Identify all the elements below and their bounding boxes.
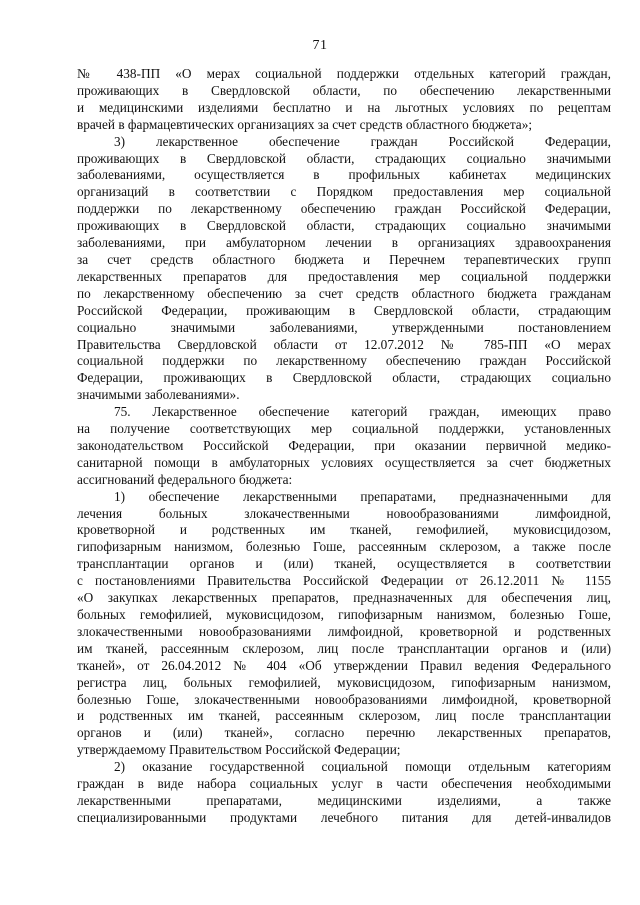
text-line: лечения больных злокачественными новообразованиями лимфоидной,: [77, 505, 611, 521]
text-line: поддержки по лекарственному обеспечению граждан Российской Федерации,: [77, 201, 611, 217]
text-line: Правительства Свердловской области от 12.07.2012 № 785-ПП «О мерах: [77, 336, 611, 352]
text-line: проживающих в Свердловской области, по обеспечению лекарственными: [77, 82, 611, 98]
text-line: по лекарственному обеспечению за счет средств областного бюджета гражданам: [77, 285, 611, 301]
text-line: и родственных им тканей, рассеянным склерозом, лиц после трансплантации: [77, 708, 611, 724]
text-line: значимыми заболеваниями».: [77, 387, 240, 403]
text-line: утверждаемому Правительством Российской Федерации;: [77, 742, 401, 758]
text-line: заболеваниями, осуществляется в профильных кабинетах медицинских: [77, 167, 611, 183]
text-line: органов и (или) тканей», согласно перечню лекарственных препаратов,: [77, 725, 611, 741]
text-line: социальной поддержки по лекарственному обеспечению граждан Российской: [77, 353, 611, 369]
text-line: санитарной помощи в амбулаторных условиях осуществляется за счет бюджетных: [77, 454, 611, 470]
text-line: Федерации, проживающих в Свердловской области, страдающих социально: [77, 370, 611, 386]
text-line: злокачественными новообразованиями лимфоидной, кроветворной и родственных: [77, 623, 611, 639]
text-line: за счет средств областного бюджета и Перечнем терапевтических групп: [77, 251, 611, 267]
text-line: Российской Федерации, проживающим в Свердловской области, страдающим: [77, 302, 611, 318]
paragraph-first-line: 75. Лекарственное обеспечение категорий граждан, имеющих право: [114, 404, 611, 420]
text-line: гипофизарным нанизмом, болезнью Гоше, рассеянным склерозом, а также после: [77, 539, 611, 555]
text-line: проживающих в Свердловской области, страдающих социально значимыми: [77, 218, 611, 234]
paragraph-first-line: 2) оказание государственной социальной помощи отдельным категориям: [114, 759, 611, 775]
document-body: [77, 66, 611, 827]
text-line: с постановлениями Правительства Российской Федерации от 26.12.2011 № 1155: [77, 573, 611, 589]
text-line: регистра лиц, больных гемофилией, муковисцидозом, гипофизарным нанизмом,: [77, 674, 611, 690]
text-line: специализированными продуктами лечебного питания для детей-инвалидов: [77, 809, 611, 825]
text-line: ассигнований федерального бюджета:: [77, 471, 293, 487]
text-line: им тканей, рассеянным склерозом, лиц после трансплантации органов и (или): [77, 640, 611, 656]
page-number: 71: [312, 38, 328, 53]
text-line: граждан в виде набора социальных услуг в части обеспечения необходимыми: [77, 776, 611, 792]
text-line: и медицинскими изделиями бесплатно и на льготных условиях по рецептам: [77, 99, 611, 115]
text-line: проживающих в Свердловской области, страдающих социально значимыми: [77, 150, 611, 166]
text-line: организаций в соответствии с Порядком предоставления мер социальной: [77, 184, 611, 200]
text-line: тканей», от 26.04.2012 № 404 «Об утверждении Правил ведения Федерального: [77, 657, 611, 673]
text-line: кроветворной и родственных им тканей, гемофилией, муковисцидозом,: [77, 522, 611, 538]
text-line: № 438-ПП «О мерах социальной поддержки отдельных категорий граждан,: [77, 66, 611, 81]
text-line: законодательством Российской Федерации, при оказании первичной медико-: [77, 437, 611, 453]
text-line: социально значимыми заболеваниями, утвержденными постановлением: [77, 319, 611, 335]
text-line: болезнью Гоше, злокачественными новообразованиями лимфоидной, кроветворной: [77, 691, 611, 707]
text-line: лекарственными препаратами, медицинскими изделиями, а также: [77, 792, 611, 808]
text-line: больных гемофилией, муковисцидозом, гипофизарным нанизмом, болезнью Гоше,: [77, 607, 611, 622]
text-line: заболеваниями, при амбулаторном лечении в организациях здравоохранения: [77, 235, 611, 251]
paragraph-first-line: 1) обеспечение лекарственными препаратами, предназначенными для: [114, 488, 611, 504]
paragraph-first-line: 3) лекарственное обеспечение граждан Российской Федерации,: [114, 133, 611, 149]
text-line: «О закупках лекарственных препаратов, предназначенных для обеспечения лиц,: [77, 590, 611, 606]
text-line: лекарственных препаратов для предоставления мер социальной поддержки: [77, 268, 611, 284]
text-line: трансплантации органов и (или) тканей, осуществляется в соответствии: [77, 556, 611, 572]
text-line: на получение соответствующих мер социальной поддержки, установленных: [77, 421, 611, 437]
text-line: врачей в фармацевтических организациях за счет средств областного бюджета»;: [77, 116, 533, 132]
